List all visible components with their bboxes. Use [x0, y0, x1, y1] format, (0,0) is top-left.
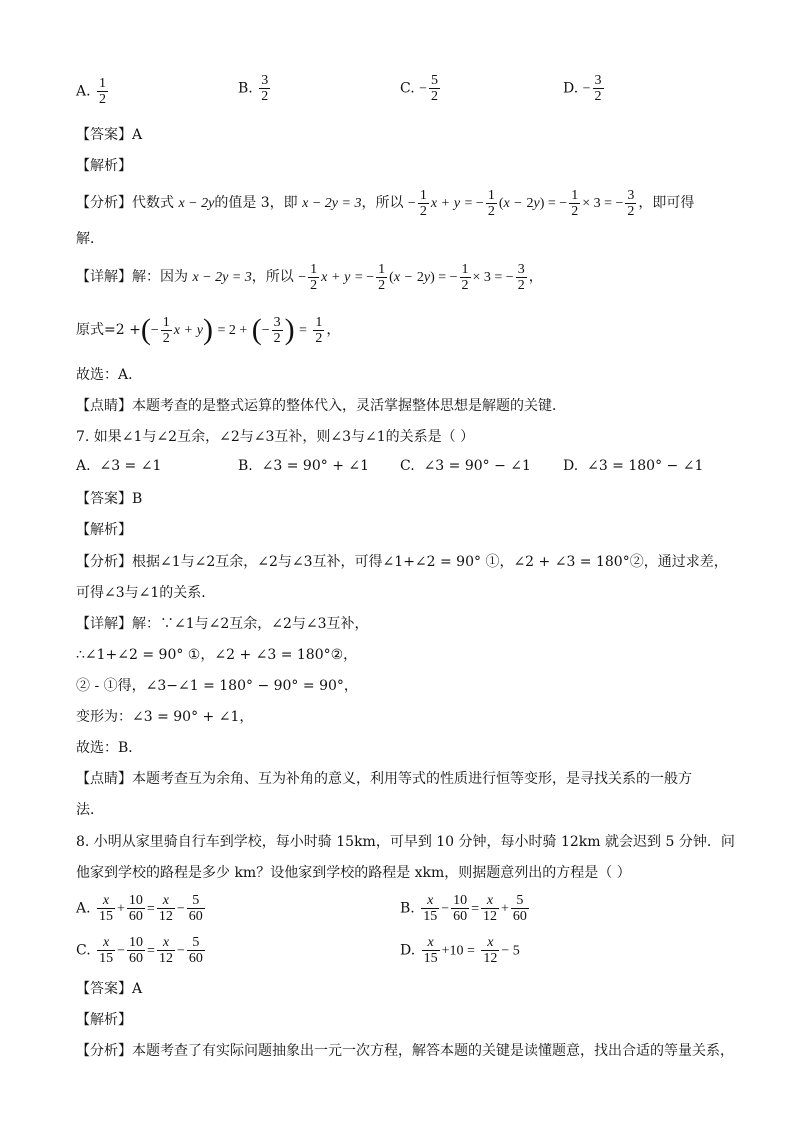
- q7-option-a: A. ∠3 = ∠1: [76, 458, 162, 474]
- q8-stem-line-1: 8. 小明从家里骑自行车到学校，每小时骑 15km，可早到 10 分钟，每小时骑 12km 就会迟到 5 分钟．问: [76, 834, 735, 850]
- q6-detail-line: 【详解】解：因为 x − 2y = 3，所以 − $\frac{1}{2}$ x + y = − $\frac{1}{2}$ (x − 2y) = − $\frac{1}{2}$ × 3 = − $\frac{3}{2}$ ，: [76, 261, 543, 293]
- q7-option-d: D. ∠3 = 180° − ∠1: [563, 458, 704, 474]
- q7-detail-line-2: ∴∠1+∠2 = 90° ①，∠2 + ∠3 = 180°②，: [76, 647, 358, 663]
- q7-option-b: B. ∠3 = 90° + ∠1: [238, 458, 370, 474]
- q7-comment-line-1: 【点睛】本题考查互为余角、互为补角的意义，利用等式的性质进行恒等变形，是寻找关系的一般方: [76, 771, 692, 787]
- q8-option-a: A. $\frac{x}{15}$ + $\frac{10}{60}$ = $\frac{x}{12}$ − $\frac{5}{60}$: [76, 893, 203, 924]
- q6-analysis-cont: 解．: [76, 231, 104, 247]
- q6-option-a: A. $\frac{1}{2}$: [76, 76, 107, 107]
- q7-detail-line-1: 【详解】解：∵∠1与∠2互余，∠2与∠3互补，: [76, 616, 369, 632]
- q6-option-b: B. $\frac{3}{2}$: [238, 73, 269, 104]
- q7-comment-line-2: 法．: [76, 802, 104, 818]
- q6-analysis-line: 【分析】代数式 x − 2y的值是 3，即 x − 2y = 3，所以 − $\frac{1}{2}$ x + y = − $\frac{1}{2}$ (x − 2y) = − $\frac{1}{2}$ × 3 = − $\frac{3}{2}$ ，即可得: [76, 187, 695, 219]
- q6-option-d: D. − $\frac{3}{2}$: [563, 73, 602, 104]
- q7-analysis-line-1: 【分析】根据∠1与∠2互余，∠2与∠3互补，可得∠1+∠2 = 90° ①，∠2 + ∠3 = 180°②，通过求差，: [76, 554, 728, 570]
- q7-answer: 【答案】B: [76, 491, 143, 507]
- fraction: $\frac{3}{2}$: [594, 73, 602, 104]
- q6-comment: 【点睛】本题考查的是整式运算的整体代入，灵活掌握整体思想是解题的关键．: [76, 398, 566, 414]
- q6-answer: 【答案】A: [76, 127, 143, 143]
- q7-jiexi-heading: 【解析】: [76, 522, 132, 538]
- q7-option-c: C. ∠3 = 90° − ∠1: [400, 458, 531, 474]
- q6-option-c: C. − $\frac{5}{2}$: [400, 73, 439, 104]
- fraction: $\frac{1}{2}$: [99, 76, 107, 107]
- q6-jiexi-heading: 【解析】: [76, 158, 132, 174]
- q7-choose: 故选：B．: [76, 740, 143, 756]
- q8-jiexi-heading: 【解析】: [76, 1012, 132, 1028]
- q7-detail-line-3: ② - ①得，∠3−∠1 = 180° − 90° = 90°，: [76, 678, 358, 694]
- fraction: $\frac{5}{2}$: [431, 73, 439, 104]
- q8-analysis-line: 【分析】本题考查了有实际问题抽象出一元一次方程，解答本题的关键是读懂题意，找出合适的等量关系，: [76, 1043, 734, 1059]
- q8-answer: 【答案】A: [76, 981, 143, 997]
- q8-option-d: D. $\frac{x}{15}$ +10 = $\frac{x}{12}$ − 5: [400, 935, 520, 966]
- q7-analysis-line-2: 可得∠3与∠1的关系．: [76, 585, 216, 601]
- q7-stem: 7. 如果∠1与∠2互余，∠2与∠3互补，则∠3与∠1的关系是（ ）: [76, 429, 475, 445]
- q8-option-b: B. $\frac{x}{15}$ − $\frac{10}{60}$ = $\frac{x}{12}$ + $\frac{5}{60}$: [400, 893, 527, 924]
- q8-option-c: C. $\frac{x}{15}$ − $\frac{10}{60}$ = $\frac{x}{12}$ − $\frac{5}{60}$: [76, 935, 203, 966]
- q6-choose: 故选：A．: [76, 367, 143, 383]
- q7-detail-line-4: 变形为：∠3 = 90° + ∠1，: [76, 709, 254, 725]
- q6-yuanshi-line: 原式=2 +(− $\frac{1}{2}$ x + y) = 2 + (− $\frac{3}{2}$ ) = $\frac{1}{2}$ ，: [76, 313, 341, 346]
- q8-stem-line-2: 他家到学校的路程是多少 km？设他家到学校的路程是 xkm，则据题意列出的方程是（ ）: [76, 865, 631, 881]
- fraction: $\frac{3}{2}$: [261, 73, 269, 104]
